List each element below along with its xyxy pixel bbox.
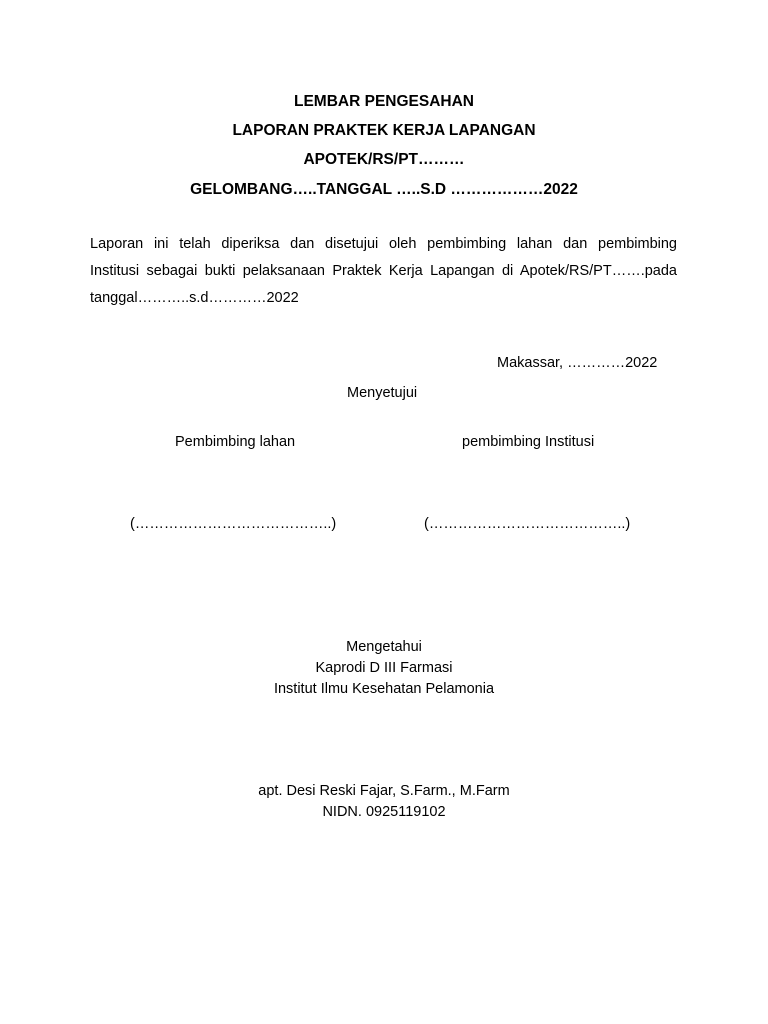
institution-supervisor-label: pembimbing Institusi	[462, 434, 595, 450]
acknowledge-institution: Institut Ilmu Kesehatan Pelamonia	[273, 681, 495, 697]
title-report-name: LAPORAN PRAKTEK KERJA LAPANGAN	[232, 122, 536, 139]
acknowledge-role: Kaprodi D III Farmasi	[315, 660, 453, 676]
field-supervisor-label: Pembimbing lahan	[175, 434, 296, 450]
approval-paragraph	[90, 231, 677, 312]
title-batch-date: GELOMBANG…..TANGGAL …..S.D ………………2022	[190, 181, 578, 198]
paragraph-line-2: Institusi sebagai bukti pelaksanaan Praktek Kerja Lapangan di Apotek/RS/PT…….pada	[90, 263, 677, 279]
paragraph-line-3: tanggal………..s.d…………2022	[90, 290, 299, 306]
approve-label: Menyetujui	[347, 385, 418, 401]
field-supervisor-signature-blank: (…………………………………..)	[130, 516, 337, 532]
place-date: Makassar, …………2022	[497, 355, 658, 371]
acknowledge-label: Mengetahui	[346, 639, 422, 655]
paragraph-line-1: Laporan ini telah diperiksa dan disetujui oleh pembimbing lahan dan pembimbing	[90, 236, 677, 252]
institution-supervisor-signature-blank: (…………………………………..)	[424, 516, 631, 532]
title-approval-sheet: LEMBAR PENGESAHAN	[294, 93, 474, 110]
signatory-name: apt. Desi Reski Fajar, S.Farm., M.Farm	[258, 783, 510, 799]
title-pharmacy: APOTEK/RS/PT………	[303, 151, 465, 168]
signatory-nidn: NIDN. 0925119102	[322, 804, 446, 820]
